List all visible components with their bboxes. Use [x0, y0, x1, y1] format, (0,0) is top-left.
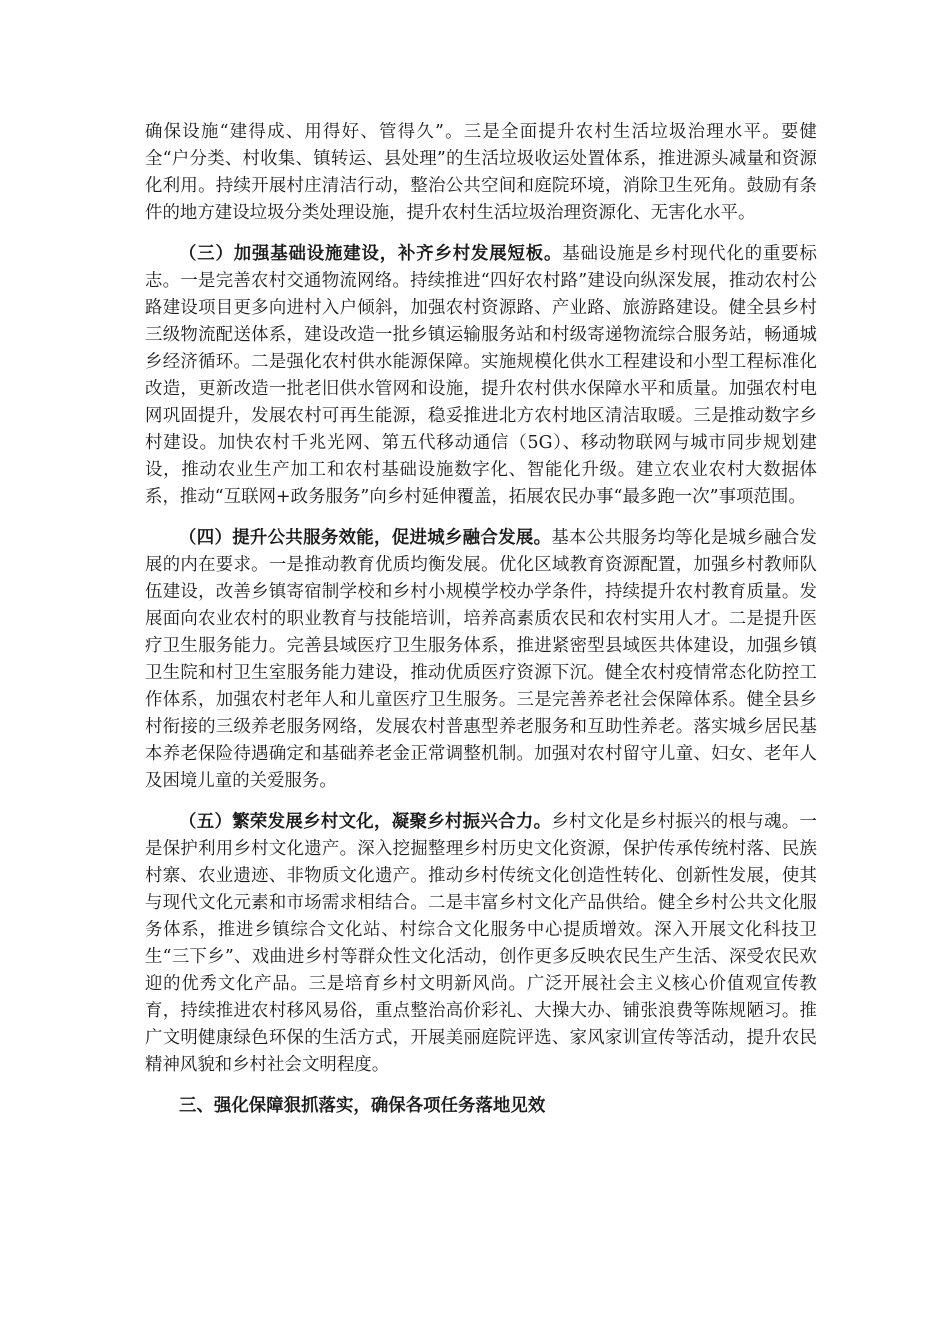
section-heading: 三、强化保障狠抓落实，确保各项任务落地见效 — [179, 1096, 546, 1116]
paragraph-public-services — [145, 525, 817, 795]
paragraph-text: 基础设施是乡村现代化的重要标志。一是完善农村交通物流网络。持续推进“四好农村路”建设向纵深发展，推动农村公路建设项目更多向进村入户倾斜，加强农村资源路、产业路、旅游路建设。健全县乡村三级物流配送体系，建设改造一批乡镇运输服务站和村级寄递物流综合服务站，畅通城乡经济循环。二是强化农村供水能源保障。实施规模化供水工程建设和小型工程标准化改造，更新改造一批老旧供水管网和设施，提升农村供水保障水平和质量。加强农村电网巩固提升，发展农村可再生能源，稳妥推进北方农村地区清洁取暖。三是推动数字乡村建设。加快农村千兆光网、第五代移动通信（5G）、移动物联网与城市同步规划建设，推动农业生产加工和农村基础设施数字化、智能化升级。建立农业农村大数据体系，推动“互联网+政务服务”向乡村延伸覆盖，拓展农民办事“最多跑一次”事项范围。 — [145, 244, 817, 507]
paragraph-lead: （四）提升公共服务效能，促进城乡融合发展。 — [179, 528, 552, 548]
paragraph-continuation — [145, 119, 817, 227]
paragraph-infrastructure — [145, 241, 817, 511]
paragraph-lead: （三）加强基础设施建设，补齐乡村发展短板。 — [179, 244, 563, 264]
paragraph-text: 乡村文化是乡村振兴的根与魂。一是保护利用乡村文化遗产。深入挖掘整理乡村历史文化资源，保护传承传统村落、民族村寨、农业遗迹、非物质文化遗产。推动乡村传统文化创造性转化、创新性发展，使其与现代文化元素和市场需求相结合。二是丰富乡村文化产品供给。健全乡村公共文化服务体系，推进乡镇综合文化站、村综合文化服务中心提质增效。深入开展文化科技卫生“三下乡”、戏曲进乡村等群众性文化活动，创作更多反映农民生产生活、深受农民欢迎的优秀文化产品。三是培育乡村文明新风尚。广泛开展社会主义核心价值观宣传教育，持续推进农村移风易俗，重点整治高价彩礼、大操大办、铺张浪费等陈规陋习。推广文明健康绿色环保的生活方式，开展美丽庭院评选、家风家训宣传等活动，提升农民精神风貌和乡村社会文明程度。 — [145, 812, 817, 1075]
paragraph-text: 确保设施“建得成、用得好、管得久”。三是全面提升农村生活垃圾治理水平。要健全“户分类、村收集、镇转运、县处理”的生活垃圾收运处置体系，推进源头减量和资源化利用。持续开展村庄清洁行动，整治公共空间和庭院环境，消除卫生死角。鼓励有条件的地方建设垃圾分类处理设施，提升农村生活垃圾治理资源化、无害化水平。 — [145, 122, 817, 223]
paragraph-text: 基本公共服务均等化是城乡融合发展的内在要求。一是推动教育优质均衡发展。优化区域教育资源配置，加强乡村教师队伍建设，改善乡镇寄宿制学校和乡村小规模学校办学条件，持续提升农村教育质量。发展面向农业农村的职业教育与技能培训，培养高素质农民和农村实用人才。二是提升医疗卫生服务能力。完善县域医疗卫生服务体系，推进紧密型县域医共体建设，加强乡镇卫生院和村卫生室服务能力建设，推动优质医疗资源下沉。健全农村疫情常态化防控工作体系，加强农村老年人和儿童医疗卫生服务。三是完善养老社会保障体系。健全县乡村衔接的三级养老服务网络，发展农村普惠型养老服务和互助性养老。落实城乡居民基本养老保险待遇确定和基础养老金正常调整机制。加强对农村留守儿童、妇女、老年人及困境儿童的关爱服务。 — [145, 528, 817, 791]
paragraph-lead: （五）繁荣发展乡村文化，凝聚乡村振兴合力。 — [179, 812, 552, 832]
paragraph-rural-culture — [145, 809, 817, 1079]
document-body — [145, 119, 817, 1134]
